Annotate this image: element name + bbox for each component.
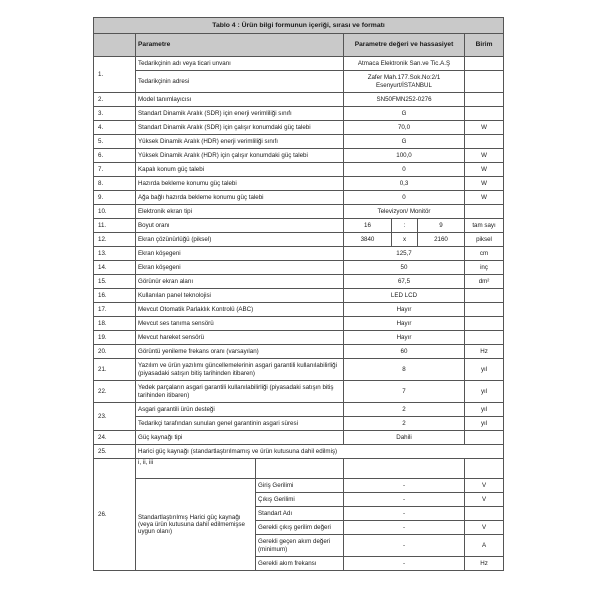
- row-number: 11.: [94, 219, 136, 233]
- row-value: Dahili: [344, 431, 465, 445]
- row-unit: Hz: [465, 345, 504, 359]
- row-unit: yıl: [465, 381, 504, 403]
- row-number: 24.: [94, 431, 136, 445]
- row-param: Ekran çözünürlüğü (piksel): [136, 233, 344, 247]
- sub-unit: V: [465, 521, 504, 535]
- row-value: 50: [344, 261, 465, 275]
- row-value: 67,5: [344, 275, 465, 289]
- row-param: Yüksek Dinamik Aralık (HDR) için çalışır konumdaki güç talebi: [136, 149, 344, 163]
- row-value: 2: [344, 403, 465, 417]
- row-unit: [465, 303, 504, 317]
- row-param: Harici güç kaynağı (standartlaştırılmamış ve ürün kutusuna dahil edilmiş): [136, 445, 504, 459]
- row-param: Yedek parçaların asgari garantili kullanılabilirliği (piyasadaki satışın bitiş tarihinden itibaren): [136, 381, 344, 403]
- row-value: 0: [344, 191, 465, 205]
- row-unit: [465, 289, 504, 303]
- product-info-table: [93, 17, 504, 571]
- row-value: 60: [344, 345, 465, 359]
- row-value: Atmaca Elektronik San.ve Tic.A.Ş: [344, 57, 465, 71]
- row-unit: yıl: [465, 403, 504, 417]
- row-unit: W: [465, 163, 504, 177]
- row-param: Tedarikçinin adı veya ticari unvanı: [136, 57, 344, 71]
- row-number: 19.: [94, 331, 136, 345]
- row-number: 25.: [94, 445, 136, 459]
- row-param: Hazırda bekleme konumu güç talebi: [136, 177, 344, 191]
- row-param: Yazılım ve ürün yazılımı güncellemelerinin asgari garantili kullanılabilirliği (piyasadaki satışın bitiş tarihinden itibaren): [136, 359, 344, 381]
- row-param: Elektronik ekran tipi: [136, 205, 344, 219]
- sub-param: Gerekli çıkış gerilim değeri: [256, 521, 344, 535]
- row-unit: cm: [465, 247, 504, 261]
- row-param: Mevcut hareket sensörü: [136, 331, 344, 345]
- aspect-ratio-separator: :: [392, 219, 418, 233]
- sub-value: -: [344, 557, 465, 571]
- row-param: Ekran köşegeni: [136, 261, 344, 275]
- sub-unit: A: [465, 535, 504, 557]
- row-unit: dm²: [465, 275, 504, 289]
- sub-value: -: [344, 535, 465, 557]
- row-number: 2.: [94, 93, 136, 107]
- row-number: 22.: [94, 381, 136, 403]
- row-number: 21.: [94, 359, 136, 381]
- row-value: Hayır: [344, 303, 465, 317]
- sub-value: -: [344, 493, 465, 507]
- sub-param: Standart Adı: [256, 507, 344, 521]
- sub-unit: V: [465, 479, 504, 493]
- row-number: 12.: [94, 233, 136, 247]
- row-number: 26.: [94, 459, 136, 571]
- sub-unit: [465, 507, 504, 521]
- header-parameter: Parametre: [136, 34, 344, 57]
- row-unit: W: [465, 121, 504, 135]
- row-param: Asgari garantili ürün desteği: [136, 403, 344, 417]
- row-number: 14.: [94, 261, 136, 275]
- row-unit: W: [465, 191, 504, 205]
- row-param: Mevcut Otomatik Parlaklık Kontrolü (ABC): [136, 303, 344, 317]
- aspect-ratio-height: 9: [418, 219, 465, 233]
- row-param: Tedarikçinin adresi: [136, 71, 344, 93]
- row-param: Yüksek Dinamik Aralık (HDR) enerji verimliliği sınıfı: [136, 135, 344, 149]
- row-value: 2: [344, 417, 465, 431]
- row-number: 18.: [94, 317, 136, 331]
- row-number: 6.: [94, 149, 136, 163]
- row-unit: [465, 431, 504, 445]
- row-unit: yıl: [465, 417, 504, 431]
- row-unit: [465, 205, 504, 219]
- row-unit: yıl: [465, 359, 504, 381]
- row-param: Kullanılan panel teknolojisi: [136, 289, 344, 303]
- row-number: 7.: [94, 163, 136, 177]
- sub-param: Gerekli geçen akım değeri (minimum): [256, 535, 344, 557]
- row-value: Hayır: [344, 317, 465, 331]
- row-unit: [465, 331, 504, 345]
- row-unit: W: [465, 149, 504, 163]
- sub-param: Çıkış Gerilimi: [256, 493, 344, 507]
- row-value: 7: [344, 381, 465, 403]
- row-number: 10.: [94, 205, 136, 219]
- row-param: Boyut oranı: [136, 219, 344, 233]
- row-value: SN50FMN252-0276: [344, 93, 465, 107]
- row-value: LED LCD: [344, 289, 465, 303]
- row-value: 70,0: [344, 121, 465, 135]
- resolution-separator: x: [392, 233, 418, 247]
- row-number: 20.: [94, 345, 136, 359]
- sub-value: -: [344, 479, 465, 493]
- row-unit: W: [465, 177, 504, 191]
- sub-value: -: [344, 507, 465, 521]
- row-param: Model tanımlayıcısı: [136, 93, 344, 107]
- row-param: Ağa bağlı hazırda bekleme konumu güç talebi: [136, 191, 344, 205]
- row-value: G: [344, 135, 465, 149]
- row-unit: inç: [465, 261, 504, 275]
- row-value: Hayır: [344, 331, 465, 345]
- row-param: Standart Dinamik Aralık (SDR) için çalışır konumdaki güç talebi: [136, 121, 344, 135]
- table-title: Tablo 4 : Ürün bilgi formunun içeriği, sırası ve formatı: [94, 18, 504, 34]
- row-param: Ekran köşegeni: [136, 247, 344, 261]
- row-value: 100,0: [344, 149, 465, 163]
- row-value: 0: [344, 163, 465, 177]
- row-param-top: i, ii, iii: [136, 459, 256, 479]
- resolution-height: 2160: [418, 233, 465, 247]
- row-value: 8: [344, 359, 465, 381]
- row-value: G: [344, 107, 465, 121]
- row-unit: piksel: [465, 233, 504, 247]
- address-line-1: Zafer Mah.177.Sok.No:2/1: [367, 74, 441, 82]
- row-param: Mevcut ses tanıma sensörü: [136, 317, 344, 331]
- row-number: 13.: [94, 247, 136, 261]
- row-param: Güç kaynağı tipi: [136, 431, 344, 445]
- row-number: 5.: [94, 135, 136, 149]
- row-number: 1.: [94, 57, 136, 93]
- sub-param: Gerekli akım frekansı: [256, 557, 344, 571]
- row-param: Görüntü yenileme frekans oranı (varsayılan): [136, 345, 344, 359]
- resolution-width: 3840: [344, 233, 392, 247]
- row-param: Tedarikçi tarafından sunulan genel garantinin asgari süresi: [136, 417, 344, 431]
- address-line-2: Esenyurt/İSTANBUL: [376, 81, 432, 89]
- row-number: 15.: [94, 275, 136, 289]
- sub-unit: Hz: [465, 557, 504, 571]
- row-param: Kapalı konum güç talebi: [136, 163, 344, 177]
- row-unit: [465, 107, 504, 121]
- row-param: Görünür ekran alanı: [136, 275, 344, 289]
- row-value: [344, 71, 465, 93]
- aspect-ratio-width: 16: [344, 219, 392, 233]
- sub-param: Giriş Gerilimi: [256, 479, 344, 493]
- row-value: Televizyon/ Monitör: [344, 205, 465, 219]
- row-param: Standart Dinamik Aralık (SDR) için enerji verimliliği sınıfı: [136, 107, 344, 121]
- row-number: 23.: [94, 403, 136, 431]
- row-unit: [465, 135, 504, 149]
- row-number: 3.: [94, 107, 136, 121]
- row-number: 4.: [94, 121, 136, 135]
- header-unit: Birim: [465, 34, 504, 57]
- row-unit: [465, 317, 504, 331]
- row-number: 17.: [94, 303, 136, 317]
- row-number: 9.: [94, 191, 136, 205]
- sub-value: -: [344, 521, 465, 535]
- row-unit: tam sayı: [465, 219, 504, 233]
- row-unit: [465, 93, 504, 107]
- row-value: 0,3: [344, 177, 465, 191]
- row-number: 8.: [94, 177, 136, 191]
- row-value: 125,7: [344, 247, 465, 261]
- header-value: Parametre değeri ve hassasiyet: [344, 34, 465, 57]
- sub-unit: V: [465, 493, 504, 507]
- row-number: 16.: [94, 289, 136, 303]
- external-psu-description: Standartlaştırılmış Harici güç kaynağı (veya ürün kutusuna dahil edilmemişse uygun olanı): [136, 479, 256, 571]
